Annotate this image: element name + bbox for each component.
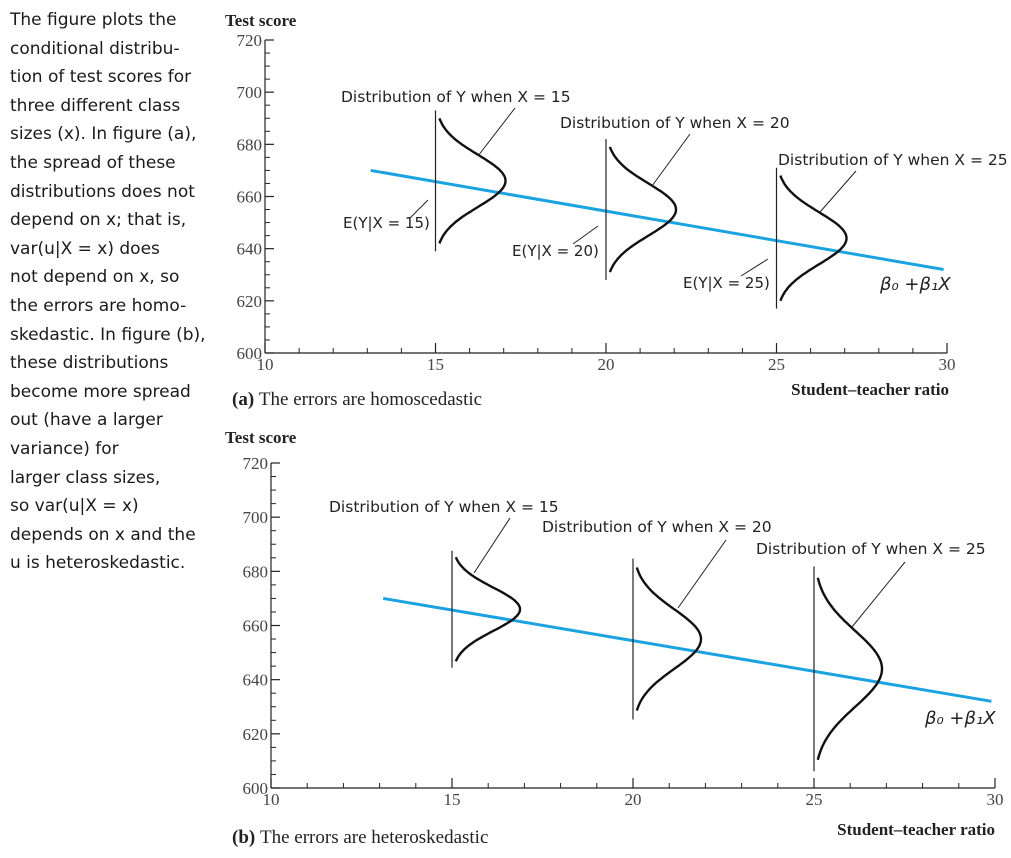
explanation-line: depend on x; that is, [10, 210, 187, 231]
explanation-line: three different class [10, 95, 181, 116]
panel-a-distribution-leader [652, 134, 690, 186]
explanation-line: larger class sizes, [10, 467, 161, 488]
explanation-line: var(u|X = x) does [10, 238, 160, 259]
explanation-line: these distributions [10, 353, 169, 374]
panel-a-mean-label: E(Y|X = 20) [512, 242, 599, 260]
panel-b-y-tick-label: 700 [242, 508, 268, 528]
explanation-line: depends on x and the [10, 524, 196, 545]
panel-a-x-tick-label: 10 [256, 355, 274, 374]
explanation-line: The figure plots the [10, 10, 177, 30]
panel-b-distribution-leader [678, 540, 726, 608]
panel-a-y-tick-label: 700 [236, 83, 262, 103]
panel-b-x-tick-label: 10 [262, 790, 280, 809]
explanation-line: so var(u|X = x) [10, 496, 139, 517]
panel-b-regression-line [383, 598, 991, 701]
panel-b-distribution-leader [852, 562, 905, 627]
panel-b-distribution-label: Distribution of Y when X = 15 [329, 498, 559, 516]
panel-a-distribution-leader [478, 108, 515, 156]
panel-b-distribution-curve [818, 578, 882, 760]
panel-b-y-tick-label: 680 [242, 562, 268, 582]
explanation-line: tion of test scores for [10, 67, 192, 88]
panel-a-y-tick-label: 720 [236, 31, 262, 50]
explanation-line: the errors are homo- [10, 295, 187, 316]
panel-a-distribution-leader [820, 171, 856, 212]
panel-b-x-tick-label: 25 [805, 790, 823, 809]
explanation-line: u is heteroskedastic. [10, 553, 186, 574]
explanation-line: not depend on x, so [10, 267, 180, 288]
panel-a-distribution-label: Distribution of Y when X = 20 [560, 114, 790, 132]
panel-a-caption-letter: (a) [232, 389, 259, 410]
panel-a-y-tick-label: 600 [236, 344, 262, 363]
panel-b-distribution-label: Distribution of Y when X = 20 [542, 518, 772, 536]
panel-b-x-axis-title: Student–teacher ratio [837, 820, 995, 839]
panel-a-distribution-label: Distribution of Y when X = 25 [778, 151, 1008, 169]
panel-b-distribution-leader [474, 518, 510, 573]
panel-b-distribution-label: Distribution of Y when X = 25 [756, 540, 986, 558]
panel-a-y-tick-label: 620 [236, 291, 262, 311]
panel-a-distribution-curve [610, 147, 676, 272]
explanation-line: conditional distribu- [10, 38, 180, 59]
panel-b-caption-letter: (b) [232, 827, 260, 848]
panel-a-x-tick-label: 30 [938, 355, 956, 374]
panel-a-distribution-label: Distribution of Y when X = 15 [341, 88, 571, 106]
panel-b-y-tick-label: 620 [242, 724, 268, 744]
panel-b-x-tick-label: 15 [443, 790, 461, 809]
panel-a-x-tick-label: 25 [768, 355, 785, 374]
explanation-line: become more spread [10, 381, 191, 402]
panel-b-y-tick-label: 640 [242, 670, 268, 690]
panel-b-caption [232, 827, 488, 848]
panel-b-distribution-curve [456, 557, 520, 661]
panel-a-caption-text: The errors are homoscedastic [258, 389, 483, 410]
panel-b-y-tick-label: 720 [242, 454, 268, 473]
panel-a-x-tick-label: 15 [427, 355, 444, 374]
panel-b-regression-label: β₀ +β₁X [925, 708, 996, 729]
panel-b-y-axis-title: Test score [225, 428, 297, 447]
explanation-line: the spread of these [10, 152, 176, 173]
explanation-line: skedastic. In figure (b), [10, 324, 206, 345]
panel-b-y-tick-label: 600 [242, 779, 268, 798]
panel-b-x-tick-label: 30 [986, 790, 1004, 809]
explanation-line: sizes (x). In figure (a), [10, 124, 197, 145]
panel-a-x-axis-title: Student–teacher ratio [791, 380, 949, 399]
panel-b-caption-text: The errors are heteroskedastic [259, 827, 489, 848]
panel-a-y-axis-title: Test score [225, 11, 297, 30]
panel-a-distribution-curve [780, 176, 846, 301]
explanation-line: out (have a larger [10, 410, 163, 431]
panel-a-caption [232, 389, 482, 410]
explanation-line: distributions does not [10, 181, 195, 202]
explanation-line: variance) for [10, 438, 119, 459]
panel-a-mean-label: E(Y|X = 25) [683, 274, 770, 292]
panel-b-y-tick-label: 660 [242, 616, 268, 636]
panel-a-y-tick-label: 640 [236, 239, 262, 259]
panel-a-mean-label: E(Y|X = 15) [343, 214, 430, 232]
panel-a-x-tick-label: 20 [597, 355, 615, 374]
panel-a-distribution-curve [439, 118, 505, 243]
panel-a-regression-label: β₀ +β₁X [880, 274, 951, 295]
panel-b-x-tick-label: 20 [624, 790, 642, 809]
panel-a-y-tick-label: 680 [236, 135, 262, 155]
panel-a-y-tick-label: 660 [236, 187, 262, 207]
